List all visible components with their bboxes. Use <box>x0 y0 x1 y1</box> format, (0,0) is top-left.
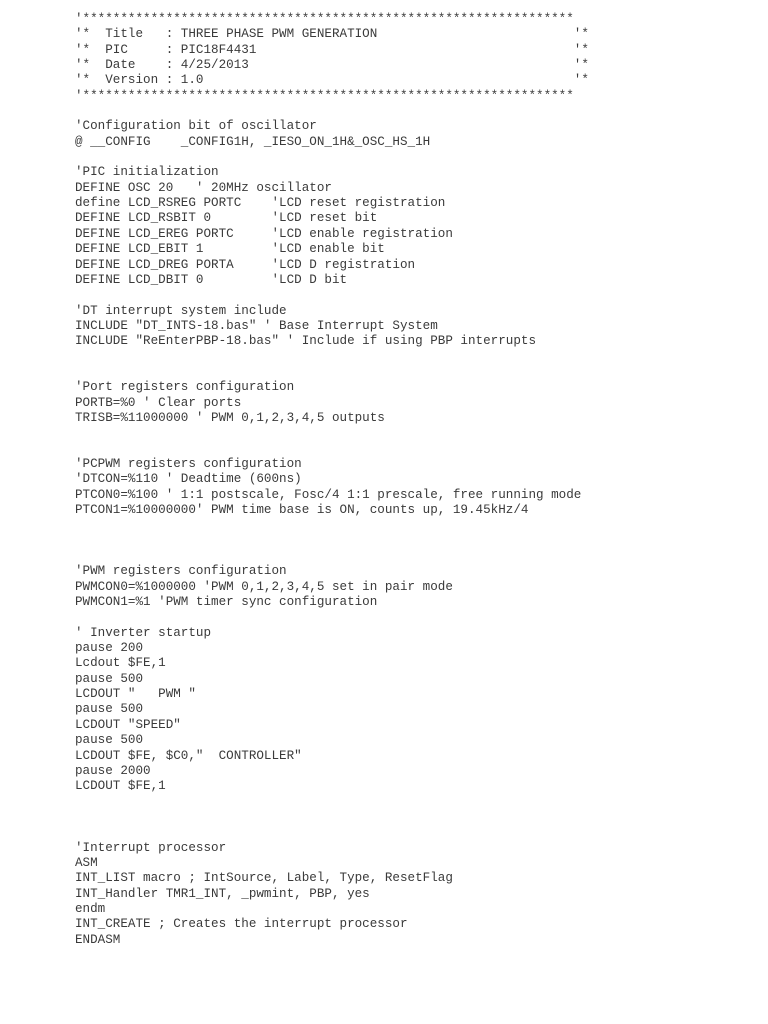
code-line: '***************************************************************** <box>75 12 574 26</box>
code-line: DEFINE LCD_EREG PORTC 'LCD enable registration <box>75 226 453 241</box>
code-line <box>75 365 755 380</box>
code-line: Lcdout $FE,1 <box>75 656 166 671</box>
code-line: PTCON0=%100 ' 1:1 postscale, Fosc/4 1:1 prescale, free running mode <box>75 487 582 502</box>
code-line: 'PWM registers configuration <box>75 564 287 579</box>
code-line: pause 500 <box>75 671 144 686</box>
code-line: define LCD_RSREG PORTC 'LCD reset registration <box>75 196 446 211</box>
code-line: INCLUDE "DT_INTS-18.bas" ' Base Interrupt System <box>75 318 438 333</box>
code-line: 'DT interrupt system include <box>75 303 287 318</box>
code-line: PORTB=%0 ' Clear ports <box>75 395 242 410</box>
code-line <box>75 795 755 810</box>
code-line: ' Inverter startup <box>75 625 212 640</box>
code-line: LCDOUT $FE, $C0," CONTROLLER" <box>75 748 302 763</box>
code-line <box>75 442 755 457</box>
code-line <box>75 288 755 303</box>
code-line: LCDOUT $FE,1 <box>75 779 166 794</box>
code-line <box>75 810 755 825</box>
code-line: PWMCON0=%1000000 'PWM 0,1,2,3,4,5 set in pair mode <box>75 579 453 594</box>
code-line: ASM <box>75 855 98 870</box>
code-line <box>75 350 755 365</box>
code-line: LCDOUT " PWM " <box>75 687 196 702</box>
code-line: '* Date : 4/25/2013 '* <box>75 58 589 73</box>
code-line: PWMCON1=%1 'PWM timer sync configuration <box>75 595 378 610</box>
code-line: 'PCPWM registers configuration <box>75 456 302 471</box>
code-line: pause 500 <box>75 702 144 717</box>
code-line: 'DTCON=%110 ' Deadtime (600ns) <box>75 472 302 487</box>
code-line: DEFINE OSC 20 ' 20MHz oscillator <box>75 180 332 195</box>
code-line <box>75 534 755 549</box>
code-line: endm <box>75 901 106 916</box>
code-line: DEFINE LCD_DREG PORTA 'LCD D registration <box>75 257 416 272</box>
code-line: '* PIC : PIC18F4431 '* <box>75 42 589 57</box>
code-line: '* Version : 1.0 '* <box>75 73 589 88</box>
code-line <box>75 825 755 840</box>
code-line: DEFINE LCD_RSBIT 0 'LCD reset bit <box>75 211 378 226</box>
code-line <box>75 610 755 625</box>
code-line: '* Title : THREE PHASE PWM GENERATION '* <box>75 27 589 42</box>
code-line: 'Interrupt processor <box>75 840 227 855</box>
code-line: LCDOUT "SPEED" <box>75 717 181 732</box>
code-line: ENDASM <box>75 932 121 947</box>
code-line <box>75 426 755 441</box>
code-line <box>75 150 755 165</box>
code-line <box>75 518 755 533</box>
code-line: DEFINE LCD_DBIT 0 'LCD D bit <box>75 272 348 287</box>
code-line: INCLUDE "ReEnterPBP-18.bas" ' Include if using PBP interrupts <box>75 334 537 349</box>
code-line: TRISB=%11000000 ' PWM 0,1,2,3,4,5 outputs <box>75 410 385 425</box>
code-line <box>75 549 755 564</box>
code-line: @ __CONFIG _CONFIG1H, _IESO_ON_1H&_OSC_HS_1H <box>75 134 431 149</box>
code-line: 'Port registers configuration <box>75 380 295 395</box>
code-line <box>75 104 755 119</box>
code-line: 'Configuration bit of oscillator <box>75 119 317 134</box>
code-listing <box>75 12 755 948</box>
code-line: pause 2000 <box>75 763 151 778</box>
code-line: '***************************************************************** <box>75 88 574 103</box>
code-line: PTCON1=%10000000' PWM time base is ON, counts up, 19.45kHz/4 <box>75 503 529 517</box>
code-line: INT_CREATE ; Creates the interrupt processor <box>75 917 408 932</box>
code-line: pause 200 <box>75 641 144 656</box>
code-line: INT_Handler TMR1_INT, _pwmint, PBP, yes <box>75 886 370 901</box>
code-line: DEFINE LCD_EBIT 1 'LCD enable bit <box>75 242 385 257</box>
code-line: pause 500 <box>75 733 144 748</box>
code-line: INT_LIST macro ; IntSource, Label, Type, ResetFlag <box>75 871 453 886</box>
code-line: 'PIC initialization <box>75 165 219 180</box>
